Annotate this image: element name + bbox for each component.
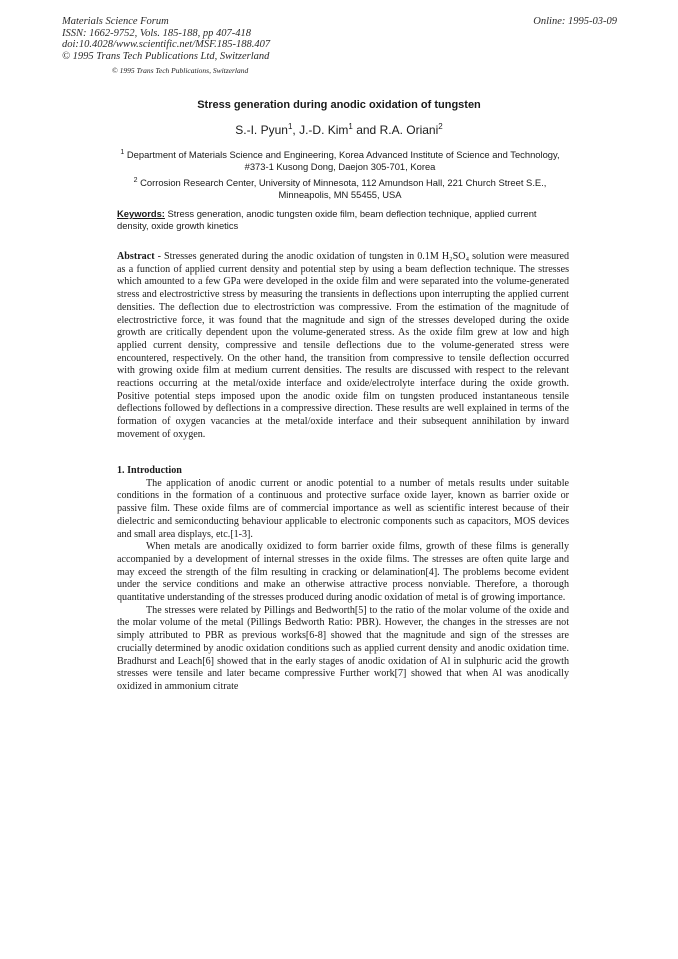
abstract-label: Abstract (117, 251, 155, 262)
keywords-label: Keywords: (117, 208, 165, 219)
author-name: J.-D. Kim (299, 123, 349, 137)
affiliation-1 (110, 147, 570, 173)
author-separator: , (292, 123, 300, 137)
paragraph: The application of anodic current or anodic potential to a number of metals results under suitable conditions in the formation of a continuous and protective surface oxide layer, known as barrier oxide or passive film. These oxide films are of commercial importance as well as scientific interest because of their dielectric and semiconducting behaviour applicable to electronic components such as capacitors, MOS devices and small area displays, etc.[1-3]. (117, 477, 569, 540)
copyright-line: © 1995 Trans Tech Publications Ltd, Switzerland (62, 50, 270, 62)
author-list (0, 122, 678, 137)
affiliation-text: Corrosion Research Center, University of Minnesota, 112 Amundson Hall, 221 Church Street S.E., Minneapolis, MN 55455, USA (140, 177, 547, 201)
doi-link[interactable]: doi:10.4028/www.scientific.net/MSF.185-188.407 (62, 39, 271, 50)
introduction-section (117, 465, 569, 694)
paragraph: The stresses were related by Pillings and Bedworth[5] to the ratio of the molar volume of the oxide and the molar volume of the metal (Pillings Bedworth Ratio: PBR). However, the changes in the stresses are not simply attributed to PBR as previous works[6-8] showed that the magnitude and sign of the stresses are crucially determined by anodic oxidation conditions such as applied current density and anodic oxidation time. Bradhurst and Leach[6] showed that in the early stages of anodic oxidation of Al in sulphuric acid the growth stresses were tensile and later became compressive Further work[7] showed that when Al was anodically oxidized in ammonium citrate (117, 604, 569, 692)
affiliation-number: 1 (120, 149, 125, 156)
paragraph: When metals are anodically oxidized to form barrier oxide films, growth of these films is generally accompanied by a development of internal stresses in the oxide films. The stresses are often quite large and may exceed the strength of the film resulting in cracking or delamination[4]. The problems become evident under the service conditions and make an otherwise attractive process nonviable. Therefore, a thorough quantitative understanding of the stresses produced during anodic oxidation of metal is of growing importance. (117, 541, 569, 604)
author-separator: and (352, 123, 380, 137)
author-name: R.A. Oriani (379, 123, 439, 137)
issn-line: ISSN: 1662-9752, Vols. 185-188, pp 407-418 (62, 27, 251, 39)
abstract-text: - Stresses generated during the anodic oxidation of tungsten in 0.1M H₂SO₄ solution were measured as a function of applied current density and potential step by using a beam deflection technique. The stresses which amounted to a few GPa were developed in the oxide film and were separated into the volume-generated stress and electrostrictive stress by measuring the transients in deflections upon interrupting the applied current densities. The deflection due to electrostriction was compressive. From the estimation of the magnitude of electrostrictive force, it was found that the magnitude and sign of the stresses developed during the oxide growth are critically dependent upon the volume-generated stress. As the oxide film grew at low and high applied current density, compressive and tensile deflections due to the volume-generated stress were encountered, respectively. On the other hand, the transition from compressive to tensile deflection occurred with growing oxide film at medium current densities. The results are discussed with respect to the relevant reactions occurring at the metal/oxide interface and oxide/electrolyte interface during the oxide growth. Positive potential steps imposed upon the anodic oxide film on tungsten produced instantaneous tensile deflections followed by deflections in a compressive direction. These results are well explained in terms of the formation of oxygen vacancies at the metal/oxide interface and their subsequent annihilation by inward movement of oxygen. (117, 251, 569, 440)
affiliation-number: 2 (133, 177, 138, 184)
paper-title: Stress generation during anodic oxidation of tungsten (197, 99, 481, 111)
affiliation-2 (110, 175, 570, 201)
author-affiliation-mark: 1 (287, 122, 293, 131)
journal-name: Materials Science Forum (62, 16, 169, 27)
section-heading: 1. Introduction (117, 465, 182, 476)
journal-header (62, 16, 270, 62)
online-date: Online: 1995-03-09 (533, 16, 617, 27)
author-name: S.-I. Pyun (235, 123, 288, 137)
keywords-text: Stress generation, anodic tungsten oxide film, beam deflection technique, applied current density, oxide growth kinetics (117, 208, 537, 231)
affiliation-text: Department of Materials Science and Engineering, Korea Advanced Institute of Science and Technology, #373-1 Kusong Dong, Daejon 305-701, Korea (126, 149, 560, 173)
publisher-copyright: © 1995 Trans Tech Publications, Switzerland (112, 66, 249, 75)
abstract-block (117, 251, 569, 442)
keywords-block (117, 208, 569, 232)
author-affiliation-mark: 1 (348, 122, 353, 131)
author-affiliation-mark: 2 (438, 122, 443, 131)
